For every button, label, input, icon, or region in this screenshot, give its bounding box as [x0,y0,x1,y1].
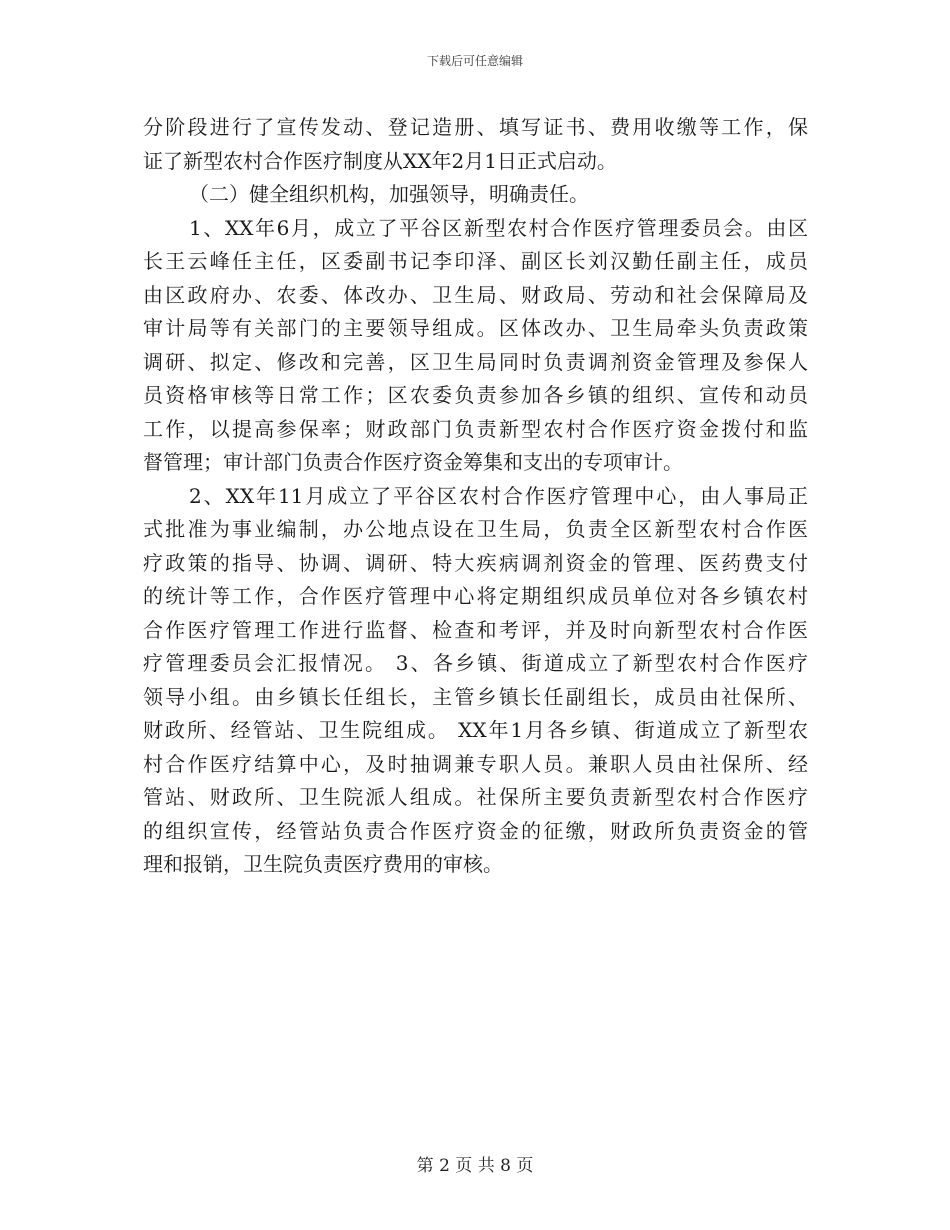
body-line: 分阶段进行了宣传发动、登记造册、填写证书、费用收缴等工作，保 [143,115,808,139]
body-line: 长王云峰任主任，区委副书记李印泽、副区长刘汉勤任副主任，成员 [143,249,808,273]
body-line: 领导小组。由乡镇长任组长，主管乡镇长任副组长，成员由社保所、 [143,684,808,709]
body-line: 村合作医疗结算中心，及时抽调兼专职人员。兼职人员由社保所、经 [143,751,808,776]
body-line: 调研、拟定、修改和完善，区卫生局同时负责调剂资金管理及参保人 [143,349,808,374]
body-line: 由区政府办、农委、体改办、卫生局、财政局、劳动和社会保障局及 [143,282,808,307]
body-line: 管站、财政所、卫生院派人组成。社保所主要负责新型农村合作医疗 [143,785,808,809]
section-heading: （二）健全组织机构，加强领导，明确责任。 [189,182,589,206]
body-line: 审计局等有关部门的主要领导组成。区体改办、卫生局牵头负责政策 [143,316,808,340]
body-line: 督管理；审计部门负责合作医疗资金筹集和支出的专项审计。 [143,450,683,474]
body-line: 疗政策的指导、协调、调研、特大疾病调剂资金的管理、医药费支付 [143,550,808,575]
body-line: 疗管理委员会汇报情况。 3、各乡镇、街道成立了新型农村合作医疗 [143,651,808,675]
download-note: 下载后可任意编辑 [426,54,523,68]
body-line: 1、XX年6月，成立了平谷区新型农村合作医疗管理委员会。由区 [189,215,808,240]
body-line: 员资格审核等日常工作；区农委负责参加各乡镇的组织、宣传和动员 [143,383,808,407]
body-line: 的组织宣传，经管站负责合作医疗资金的征缴，财政所负责资金的管 [143,818,808,843]
page-number: 第 2 页 共 8 页 [416,1156,534,1176]
document-body [143,111,808,882]
body-line: 合作医疗管理工作进行监督、检查和考评，并及时向新型农村合作医 [143,617,808,642]
body-line: 的统计等工作，合作医疗管理中心将定期组织成员单位对各乡镇农村 [143,584,808,608]
body-line: 2、XX年11月成立了平谷区农村合作医疗管理中心，由人事局正 [189,483,808,508]
body-line: 工作，以提高参保率；财政部门负责新型农村合作医疗资金拨付和监 [143,416,808,441]
body-line: 式批准为事业编制，办公地点设在卫生局，负责全区新型农村合作医 [143,517,808,541]
body-line: 理和报销，卫生院负责医疗费用的审核。 [143,852,503,876]
body-line: 证了新型农村合作医疗制度从XX年2月1日正式启动。 [143,148,617,173]
body-line: 财政所、经管站、卫生院组成。 XX年1月各乡镇、街道成立了新型农 [143,718,808,742]
